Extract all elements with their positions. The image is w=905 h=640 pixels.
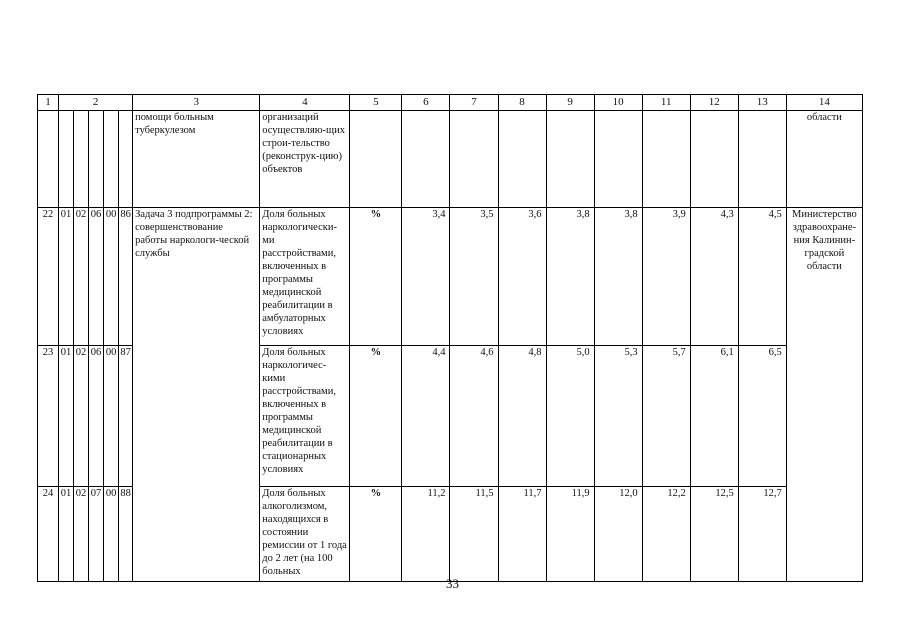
value-cell: 5,3 (594, 346, 642, 487)
value-cell: 5,0 (546, 346, 594, 487)
cell (594, 111, 642, 208)
value-cell: 3,9 (642, 208, 690, 346)
code-cell: 07 (89, 487, 104, 582)
header-cell: 13 (738, 95, 786, 111)
value-cell: 6,1 (690, 346, 738, 487)
cell (350, 111, 402, 208)
unit-cell: % (350, 208, 402, 346)
table-row (38, 111, 863, 208)
code-cell: 01 (59, 487, 74, 582)
value-cell: 11,5 (450, 487, 498, 582)
page-number: 33 (446, 576, 459, 591)
code-cell: 87 (119, 346, 133, 487)
row-number: 22 (38, 208, 59, 346)
table-row (38, 208, 863, 346)
cell (498, 111, 546, 208)
header-cell: 1 (38, 95, 59, 111)
row-number: 24 (38, 487, 59, 582)
task-cell: помощи больным туберкулезом (133, 111, 260, 208)
header-cell: 12 (690, 95, 738, 111)
cell (450, 111, 498, 208)
code-cell: 02 (74, 208, 89, 346)
row-number: 23 (38, 346, 59, 487)
value-cell: 3,4 (402, 208, 450, 346)
header-cell: 3 (133, 95, 260, 111)
code-cell: 01 (59, 346, 74, 487)
code-cell: 86 (119, 208, 133, 346)
value-cell: 12,7 (738, 487, 786, 582)
cell (89, 111, 104, 208)
task-cell: Задача 3 подпрограммы 2: совершенствование работы наркологи-ческой службы (133, 208, 260, 582)
cell (38, 111, 59, 208)
header-cell: 6 (402, 95, 450, 111)
executor-cell: области (786, 111, 862, 208)
cell (402, 111, 450, 208)
header-cell: 9 (546, 95, 594, 111)
indicator-cell: Доля больных наркологичес-кими расстройствами, включенных в программы медицинской реабилитации в стационарных условиях (260, 346, 350, 487)
value-cell: 3,6 (498, 208, 546, 346)
unit-cell: % (350, 487, 402, 582)
header-cell: 8 (498, 95, 546, 111)
value-cell: 6,5 (738, 346, 786, 487)
value-cell: 4,5 (738, 208, 786, 346)
cell (690, 111, 738, 208)
executor-cell: Министерство здравоохране-ния Калинин-градской области (786, 208, 862, 582)
value-cell: 12,5 (690, 487, 738, 582)
header-row (38, 95, 863, 111)
value-cell: 12,2 (642, 487, 690, 582)
value-cell: 5,7 (642, 346, 690, 487)
cell (119, 111, 133, 208)
code-cell: 06 (89, 346, 104, 487)
header-cell: 2 (59, 95, 133, 111)
header-cell: 14 (786, 95, 862, 111)
value-cell: 11,2 (402, 487, 450, 582)
cell (738, 111, 786, 208)
value-cell: 4,6 (450, 346, 498, 487)
value-cell: 12,0 (594, 487, 642, 582)
value-cell: 4,8 (498, 346, 546, 487)
cell (546, 111, 594, 208)
indicator-cell: организаций осуществляю-щих строи-тельство (реконструк-цию) объектов (260, 111, 350, 208)
cell (74, 111, 89, 208)
value-cell: 11,9 (546, 487, 594, 582)
value-cell: 4,3 (690, 208, 738, 346)
header-cell: 11 (642, 95, 690, 111)
code-cell: 00 (104, 346, 119, 487)
indicator-cell: Доля больных алкоголизмом, находящихся в состоянии ремиссии от 1 года до 2 лет (на 100 больных (260, 487, 350, 582)
code-cell: 00 (104, 208, 119, 346)
code-cell: 00 (104, 487, 119, 582)
unit-cell: % (350, 346, 402, 487)
code-cell: 06 (89, 208, 104, 346)
indicator-cell: Доля больных наркологически-ми расстройствами, включенных в программы медицинской реабилитации в амбулаторных условиях (260, 208, 350, 346)
code-cell: 01 (59, 208, 74, 346)
value-cell: 3,8 (594, 208, 642, 346)
value-cell: 4,4 (402, 346, 450, 487)
value-cell: 11,7 (498, 487, 546, 582)
code-cell: 02 (74, 346, 89, 487)
value-cell: 3,8 (546, 208, 594, 346)
header-cell: 4 (260, 95, 350, 111)
header-cell: 7 (450, 95, 498, 111)
cell (59, 111, 74, 208)
indicators-table (37, 94, 863, 582)
value-cell: 3,5 (450, 208, 498, 346)
code-cell: 88 (119, 487, 133, 582)
code-cell: 02 (74, 487, 89, 582)
cell (642, 111, 690, 208)
header-cell: 10 (594, 95, 642, 111)
header-cell: 5 (350, 95, 402, 111)
cell (104, 111, 119, 208)
